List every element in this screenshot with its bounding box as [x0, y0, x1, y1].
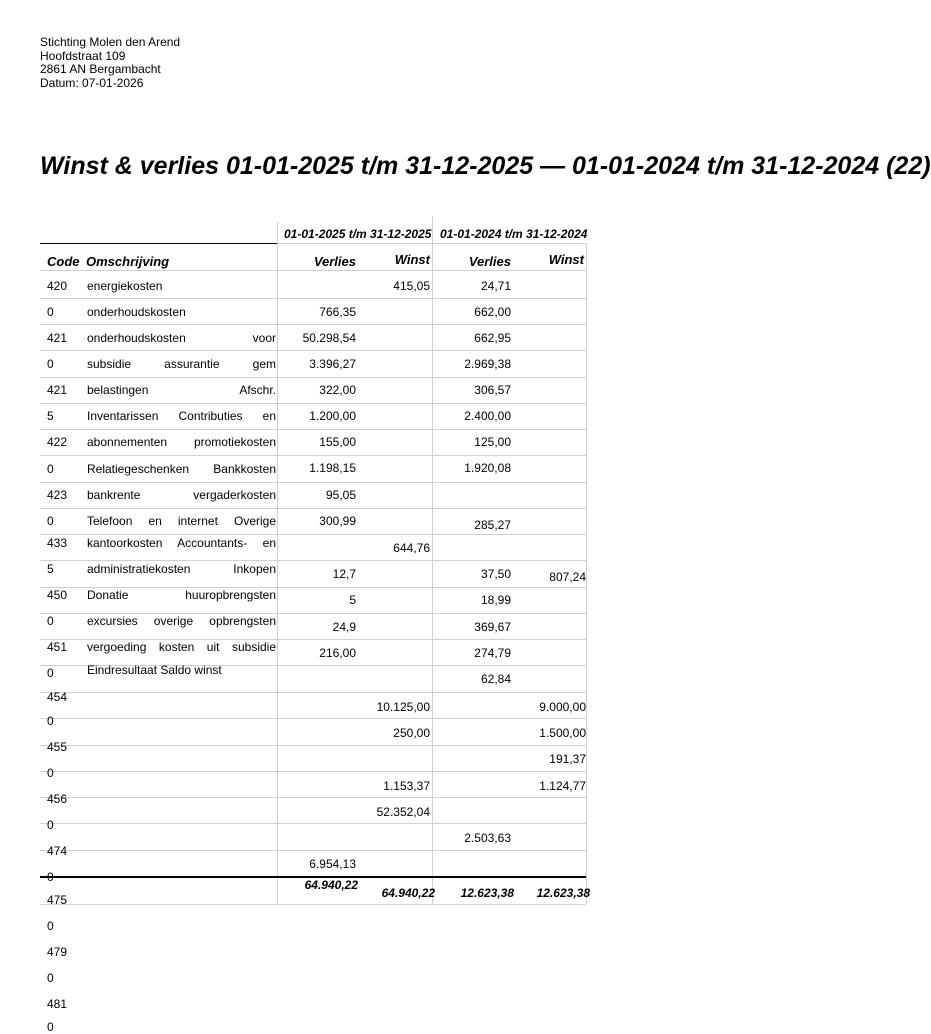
- p1-loss-value: 216,00: [319, 646, 356, 660]
- row-description: belastingen Afschr.: [87, 383, 276, 397]
- p2-profit-header: Winst: [548, 252, 584, 267]
- row-code: 456: [47, 792, 68, 806]
- p2-loss-value: 662,00: [474, 305, 511, 319]
- row-code: 0: [47, 818, 54, 832]
- p2-loss-value: 274,79: [474, 646, 511, 660]
- row-code: 0: [47, 870, 54, 884]
- p2-loss-header: Verlies: [468, 254, 511, 269]
- total-p1-loss: 64.940,22: [304, 878, 358, 892]
- row-code: 0: [47, 462, 54, 476]
- row-description: onderhoudskosten: [87, 305, 186, 319]
- city: 2861 AN Bergambacht: [40, 62, 161, 76]
- row-line: [40, 298, 586, 299]
- row-description: Eindresultaat Saldo winst: [87, 663, 222, 677]
- table-top-line: [40, 243, 278, 244]
- row-code: 0: [47, 766, 54, 780]
- p1-loss-value: 6.954,13: [309, 857, 356, 871]
- row-line: [40, 718, 586, 719]
- row-line: [40, 850, 586, 851]
- row-code: 450: [47, 588, 68, 602]
- row-code: 454: [47, 690, 68, 704]
- row-line: [40, 482, 586, 483]
- row-code: 0: [47, 919, 54, 933]
- row-code: 433: [47, 536, 68, 550]
- row-description: vergoeding kosten uit subsidie: [87, 640, 276, 654]
- p2-profit-value: 1.500,00: [539, 726, 586, 740]
- row-description: administratiekosten Inkopen: [87, 562, 276, 576]
- org-name: Stichting Molen den Arend: [40, 35, 181, 49]
- total-p1-profit: 64.940,22: [381, 886, 435, 900]
- p1-loss-value: 50.298,54: [302, 331, 356, 345]
- page-title: Winst & verlies 01-01-2025 t/m 31-12-2025 — 01-01-2024 t/m 31-12-2024 (22): [40, 152, 931, 180]
- p1-loss-value: 322,00: [319, 383, 356, 397]
- row-code: 420: [47, 279, 68, 293]
- row-description: Telefoon en internet Overige: [87, 514, 276, 528]
- p2-profit-value: 9.000,00: [539, 700, 586, 714]
- p2-loss-value: 37,50: [480, 567, 511, 581]
- row-code: 0: [47, 971, 54, 985]
- row-code: 0: [47, 305, 54, 319]
- period1-header: 01-01-2025 t/m 31-12-2025: [284, 227, 432, 241]
- p1-profit-header: Winst: [394, 252, 430, 267]
- row-description: onderhoudskosten voor: [87, 331, 276, 345]
- row-line: [40, 534, 586, 535]
- row-code: 479: [47, 945, 68, 959]
- row-line: [40, 692, 586, 693]
- row-code: 0: [47, 614, 54, 628]
- col-divider-3: [586, 243, 587, 904]
- p2-loss-value: 662,95: [474, 331, 511, 345]
- row-code: 5: [47, 562, 54, 576]
- row-code: 0: [47, 1020, 54, 1034]
- p2-profit-value: 1.124,77: [539, 779, 586, 793]
- description-header: Omschrijving: [86, 254, 170, 269]
- row-code: 421: [47, 331, 68, 345]
- row-line: [40, 377, 586, 378]
- row-line: [40, 508, 586, 509]
- row-line: [40, 797, 586, 798]
- row-line: [40, 403, 586, 404]
- row-code: 421: [47, 383, 68, 397]
- row-code: 0: [47, 514, 54, 528]
- row-code: 0: [47, 357, 54, 371]
- row-code: 475: [47, 893, 68, 907]
- p1-loss-value: 5: [349, 593, 356, 607]
- row-description: Inventarissen Contributies en: [87, 409, 276, 423]
- row-description: abonnementen promotiekosten: [87, 435, 276, 449]
- row-line: [40, 823, 586, 824]
- row-description: bankrente vergaderkosten: [87, 488, 276, 502]
- row-code: 455: [47, 740, 68, 754]
- row-line: [40, 324, 586, 325]
- p2-loss-value: 285,27: [474, 518, 511, 532]
- p1-loss-value: 300,99: [319, 514, 356, 528]
- p1-profit-value: 415,05: [393, 279, 430, 293]
- row-line: [40, 455, 586, 456]
- row-description: energiekosten: [87, 279, 163, 293]
- p2-loss-value: 306,57: [474, 383, 511, 397]
- p1-loss-value: 12,7: [332, 567, 356, 581]
- row-code: 451: [47, 640, 68, 654]
- header-bottom-line: [40, 270, 586, 271]
- p2-loss-value: 18,99: [480, 593, 511, 607]
- row-line: [40, 350, 586, 351]
- street: Hoofdstraat 109: [40, 48, 126, 63]
- p1-loss-value: 95,05: [325, 488, 356, 502]
- p1-loss-value: 1.198,15: [309, 461, 356, 475]
- row-description: subsidie assurantie gem: [87, 357, 276, 371]
- p2-loss-value: 24,71: [480, 279, 511, 293]
- address-block: [40, 36, 180, 90]
- row-code: 5: [47, 409, 54, 423]
- p2-loss-value: 2.400,00: [464, 409, 511, 423]
- row-line: [40, 771, 586, 772]
- p2-loss-value: 62,84: [480, 672, 511, 686]
- p2-loss-value: 1.920,08: [464, 461, 511, 475]
- p1-profit-value: 10.125,00: [376, 700, 430, 714]
- row-line: [40, 904, 586, 905]
- p2-profit-value: 191,37: [549, 752, 586, 766]
- p1-profit-value: 644,76: [393, 541, 430, 555]
- row-line: [40, 560, 586, 561]
- code-header: Code: [47, 254, 80, 269]
- row-code: 422: [47, 435, 68, 449]
- row-code: 0: [47, 666, 54, 680]
- row-code: 481: [47, 997, 68, 1011]
- p1-loss-value: 1.200,00: [309, 409, 356, 423]
- p1-loss-value: 155,00: [319, 435, 356, 449]
- period2-header: 01-01-2024 t/m 31-12-2024: [440, 227, 588, 241]
- row-code: 474: [47, 844, 68, 858]
- p1-profit-value: 1.153,37: [383, 779, 430, 793]
- p1-loss-value: 24,9: [332, 620, 356, 634]
- row-description: Donatie huuropbrengsten: [87, 588, 276, 602]
- row-description: kantoorkosten Accountants- en: [87, 536, 276, 550]
- p2-profit-value: 807,24: [549, 570, 586, 584]
- row-description: excursies overige opbrengsten: [87, 614, 276, 628]
- date: Datum: 07-01-2026: [40, 75, 144, 90]
- p1-profit-value: 250,00: [393, 726, 430, 740]
- p1-loss-header: Verlies: [313, 254, 356, 269]
- p1-profit-value: 52.352,04: [376, 805, 430, 819]
- p1-loss-value: 766,35: [319, 305, 356, 319]
- row-line: [40, 429, 586, 430]
- row-code: 0: [47, 714, 54, 728]
- row-line: [40, 745, 586, 746]
- p1-loss-value: 3.396,27: [309, 357, 356, 371]
- p2-loss-value: 2.503,63: [464, 831, 511, 845]
- p2-loss-value: 2.969,38: [464, 357, 511, 371]
- row-description: Relatiegeschenken Bankkosten: [87, 462, 276, 476]
- row-code: 423: [47, 488, 68, 502]
- p2-loss-value: 125,00: [474, 435, 511, 449]
- total-p2-loss: 12.623,38: [460, 886, 514, 900]
- total-p2-profit: 12.623,38: [536, 886, 590, 900]
- p2-loss-value: 369,67: [474, 620, 511, 634]
